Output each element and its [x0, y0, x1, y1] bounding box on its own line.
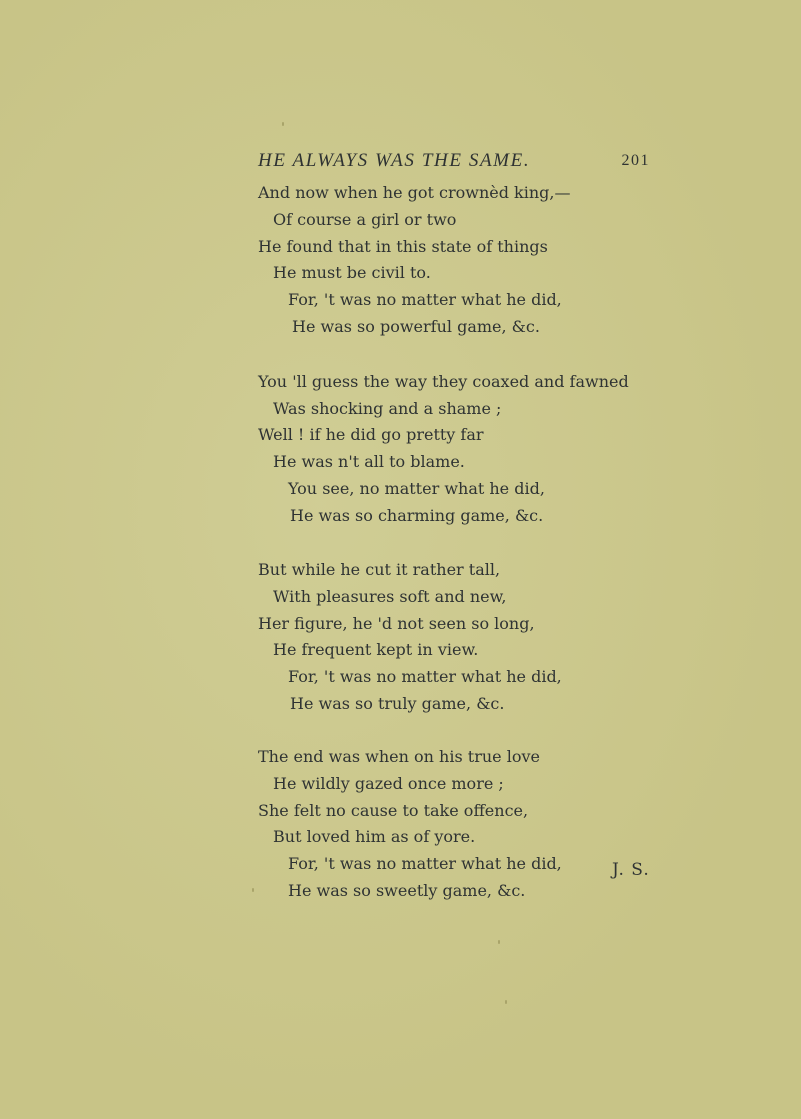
poem-line: For, 't was no matter what he did,	[288, 667, 562, 686]
poem-line: Well ! if he did go pretty far	[258, 425, 484, 444]
poem-line: For, 't was no matter what he did,	[288, 290, 562, 309]
poem-line: He was so sweetly game, &c.	[288, 881, 526, 900]
poem-line: For, 't was no matter what he did,	[288, 854, 562, 873]
page-number: 201	[621, 152, 650, 169]
poem-line: He was n't all to blame.	[273, 452, 465, 471]
paper-speck	[252, 888, 254, 892]
poem-line: He found that in this state of things	[258, 237, 548, 256]
poem-line: He frequent kept in view.	[273, 640, 479, 659]
poem-line: The end was when on his true love	[258, 747, 540, 766]
poem-line: And now when he got crownèd king,—	[258, 183, 571, 202]
paper-speck	[505, 1000, 507, 1004]
poem-line: He was so truly game, &c.	[290, 694, 505, 713]
poem-line: But while he cut it rather tall,	[258, 560, 501, 579]
running-header	[258, 150, 650, 180]
poem-line: Was shocking and a shame ;	[273, 399, 502, 418]
poem-line: He was so charming game, &c.	[290, 506, 544, 525]
signature: J. S.	[612, 860, 650, 880]
poem-line: She felt no cause to take offence,	[258, 801, 529, 820]
poem-line: He must be civil to.	[273, 263, 431, 282]
poem-line: He was so powerful game, &c.	[292, 317, 540, 336]
poem-line: Her figure, he 'd not seen so long,	[258, 614, 535, 633]
paper-speck	[282, 122, 284, 126]
poem-line: With pleasures soft and new,	[273, 587, 507, 606]
paper-speck	[498, 940, 500, 944]
poem-line: Of course a girl or two	[273, 210, 457, 229]
poem-line: You see, no matter what he did,	[288, 479, 545, 498]
poem-line: He wildly gazed once more ;	[273, 774, 504, 793]
poem-line: You 'll guess the way they coaxed and fawned	[258, 372, 629, 391]
running-title: HE ALWAYS WAS THE SAME.	[258, 150, 531, 171]
poem-line: But loved him as of yore.	[273, 827, 476, 846]
